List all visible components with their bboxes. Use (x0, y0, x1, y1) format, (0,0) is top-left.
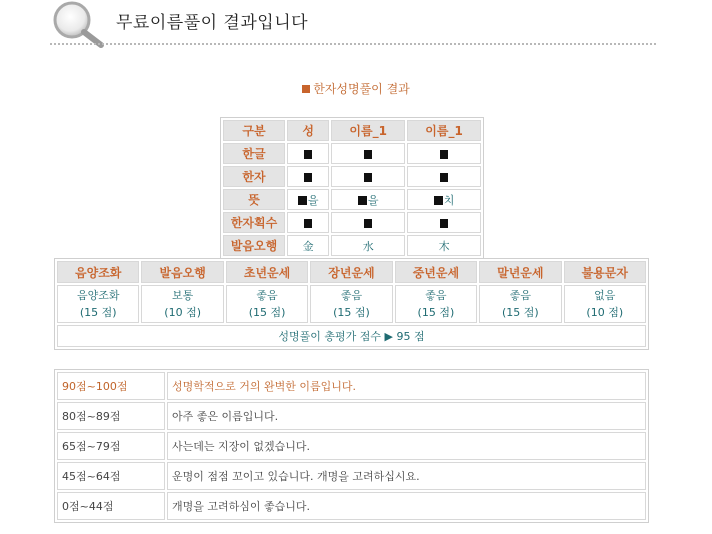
hangul-cell (407, 143, 481, 164)
redacted-glyph (364, 150, 372, 159)
score-points: (10 점) (586, 306, 624, 319)
score-value: 좋음 (425, 289, 447, 302)
title-divider (50, 43, 656, 45)
grade-row (57, 462, 646, 490)
meaning-text: 을 (367, 193, 379, 207)
score-cell (57, 285, 139, 323)
grade-description: 개명을 고려하심이 좋습니다. (167, 492, 646, 520)
grade-table (54, 369, 649, 523)
hangul-cell (331, 143, 405, 164)
row-label: 한자 (223, 166, 285, 187)
grade-description: 사는데는 지장이 없겠습니다. (167, 432, 646, 460)
score-points: (15 점) (248, 306, 286, 319)
score-points: (15 점) (501, 306, 539, 319)
stroke-cell (287, 212, 329, 233)
row-hangul (223, 143, 481, 164)
meaning-cell (287, 189, 329, 210)
grade-range: 80점~89점 (57, 402, 165, 430)
score-value: 좋음 (509, 289, 531, 302)
hanja-cell (287, 166, 329, 187)
header-surname: 성 (287, 120, 329, 141)
grade-row (57, 492, 646, 520)
redacted-glyph (440, 219, 448, 228)
score-header: 음양조화 (57, 261, 139, 283)
redacted-glyph (358, 196, 367, 205)
row-meaning (223, 189, 481, 210)
score-value: 음양조화 (76, 289, 120, 302)
score-cell (226, 285, 308, 323)
name-table-header (223, 120, 481, 141)
grade-range: 0점~44점 (57, 492, 165, 520)
stroke-cell (331, 212, 405, 233)
score-cell (141, 285, 223, 323)
row-label: 한글 (223, 143, 285, 164)
redacted-glyph (304, 173, 312, 182)
score-header: 장년운세 (310, 261, 392, 283)
row-label: 발음오행 (223, 235, 285, 256)
redacted-glyph (304, 150, 312, 159)
name-analysis-table (220, 117, 484, 259)
score-points: (15 점) (333, 306, 370, 319)
row-hanja (223, 166, 481, 187)
header-given-name-2: 이름_1 (407, 120, 481, 141)
grade-range: 45점~64점 (57, 462, 165, 490)
grade-row (57, 372, 646, 400)
score-cell (395, 285, 477, 323)
grade-description: 성명학적으로 거의 완벽한 이름입니다. (167, 372, 646, 400)
redacted-glyph (440, 150, 448, 159)
header-given-name-1: 이름_1 (331, 120, 405, 141)
meaning-cell (331, 189, 405, 210)
score-header: 초년운세 (226, 261, 308, 283)
row-stroke-count (223, 212, 481, 233)
element-cell: 水 (331, 235, 405, 256)
score-cell (564, 285, 646, 323)
row-element (223, 235, 481, 256)
score-cell (310, 285, 392, 323)
section-title: 한자성명풀이 결과 (313, 82, 410, 96)
meaning-text: 치 (443, 193, 455, 207)
score-header: 발음오행 (141, 261, 223, 283)
score-value-row (57, 285, 646, 323)
total-score: 성명풀이 총평가 점수 ▶ 95 점 (57, 325, 646, 347)
row-label: 한자획수 (223, 212, 285, 233)
element-cell: 木 (407, 235, 481, 256)
score-header: 중년운세 (395, 261, 477, 283)
redacted-glyph (440, 173, 448, 182)
redacted-glyph (304, 219, 312, 228)
page-header (0, 0, 712, 50)
redacted-glyph (364, 173, 372, 182)
meaning-cell (407, 189, 481, 210)
score-value: 좋음 (340, 289, 363, 302)
score-table (54, 258, 649, 350)
redacted-glyph (434, 196, 443, 205)
score-value: 없음 (594, 289, 616, 302)
row-label: 뜻 (223, 189, 285, 210)
total-row (57, 325, 646, 347)
hangul-cell (287, 143, 329, 164)
element-cell: 金 (287, 235, 329, 256)
redacted-glyph (298, 196, 307, 205)
score-cell (479, 285, 561, 323)
score-value: 좋음 (256, 289, 278, 302)
score-points: (15 점) (417, 306, 455, 319)
grade-description: 아주 좋은 이름입니다. (167, 402, 646, 430)
score-value: 보통 (172, 289, 194, 302)
section-heading (0, 80, 712, 97)
grade-row (57, 402, 646, 430)
bullet-square-icon (302, 85, 310, 93)
score-header-row (57, 261, 646, 283)
header-category: 구분 (223, 120, 285, 141)
score-points: (15 점) (79, 306, 117, 319)
hanja-cell (407, 166, 481, 187)
score-header: 말년운세 (479, 261, 561, 283)
meaning-text: 을 (307, 193, 319, 207)
grade-range: 65점~79점 (57, 432, 165, 460)
grade-row (57, 432, 646, 460)
score-header: 불용문자 (564, 261, 646, 283)
hanja-cell (331, 166, 405, 187)
grade-description: 운명이 점점 꼬이고 있습니다. 개명을 고려하십시요. (167, 462, 646, 490)
stroke-cell (407, 212, 481, 233)
page-title: 무료이름풀이 결과입니다 (116, 13, 309, 33)
magnifier-icon (50, 0, 106, 48)
redacted-glyph (364, 219, 372, 228)
grade-range: 90점~100점 (57, 372, 165, 400)
score-points: (10 점) (164, 306, 201, 319)
